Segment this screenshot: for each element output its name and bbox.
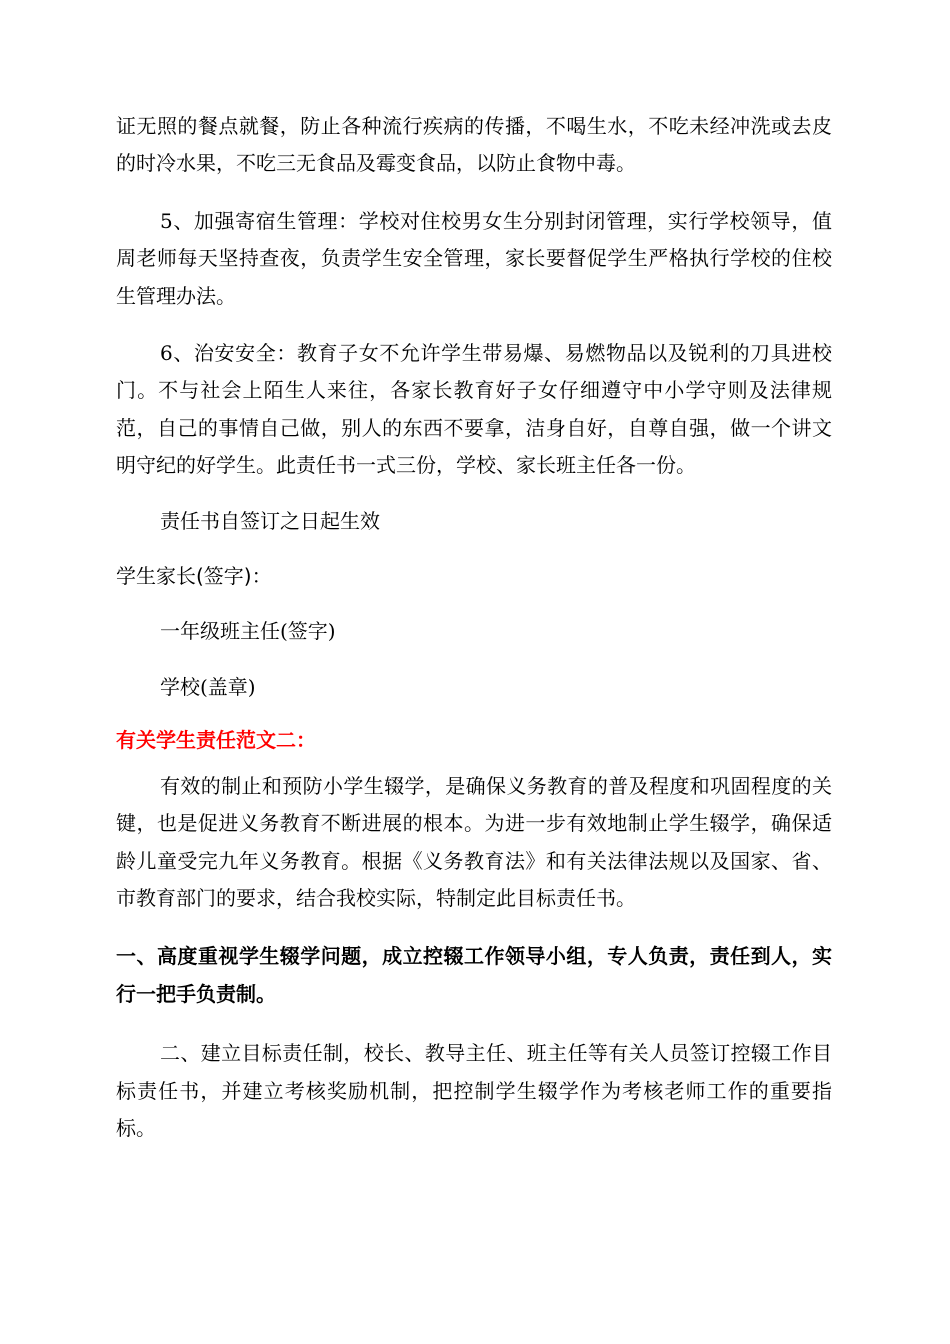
- paragraph-item-6: 6、治安安全：教育子女不允许学生带易爆、易燃物品以及锐利的刀具进校门。不与社会上陌生人来往，各家长教育好子女仔细遵守中小学守则及法律规范，自己的事情自己做，别人的东西不要拿，洁身自好，自尊自强，做一个讲文明守纪的好学生。此责任书一式三份，学校、家长班主任各一份。: [116, 341, 832, 478]
- signature-school: 学校(盖章): [160, 674, 256, 699]
- signature-teacher: 一年级班主任(签字): [160, 619, 336, 644]
- signature-parent: 学生家长(签字)：: [116, 564, 272, 589]
- document-page: [116, 108, 832, 1148]
- paragraph-continued: 证无照的餐点就餐，防止各种流行疾病的传播，不喝生水，不吃未经冲洗或去皮的时冷水果，不吃三无食品及霉变食品，以防止食物中毒。: [116, 114, 832, 176]
- paragraph-effective: 责任书自签订之日起生效: [160, 508, 380, 533]
- paragraph-item-5: 5、加强寄宿生管理：学校对住校男女生分别封闭管理，实行学校领导，值周老师每天坚持查夜，负责学生安全管理，家长要督促学生严格执行学校的住校生管理办法。: [116, 208, 832, 308]
- paragraph-point-1: 一、高度重视学生辍学问题，成立控辍工作领导小组，专人负责，责任到人，实行一把手负责制。: [116, 944, 832, 1007]
- paragraph-point-2: 二、建立目标责任制，校长、教导主任、班主任等有关人员签订控辍工作目标责任书，并建立考核奖励机制，把控制学生辍学作为考核老师工作的重要指标。: [116, 1041, 832, 1141]
- section-heading-2: 有关学生责任范文二：: [116, 728, 316, 753]
- paragraph-intro-2: 有效的制止和预防小学生辍学，是确保义务教育的普及程度和巩固程度的关键，也是促进义务教育不断进展的根本。为进一步有效地制止学生辍学，确保适龄儿童受完九年义务教育。根据《义务教育法》和有关法律法规以及国家、省、市教育部门的要求，结合我校实际，特制定此目标责任书。: [116, 773, 832, 910]
